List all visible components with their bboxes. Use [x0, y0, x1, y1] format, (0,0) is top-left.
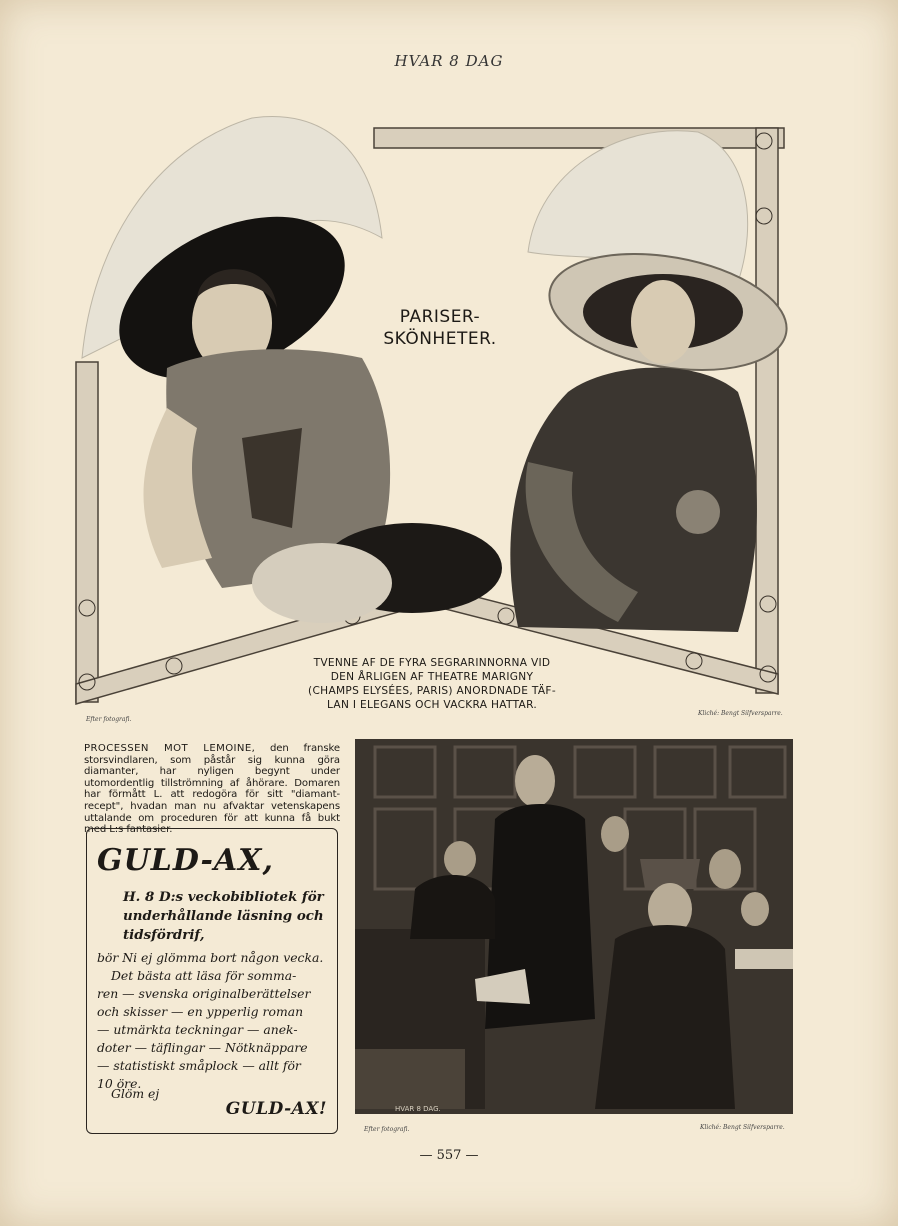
feature-title-line1: PARISER-: [399, 307, 481, 327]
ad-closing: GULD-AX!: [225, 1099, 327, 1119]
page-number: — 557 —: [419, 1148, 479, 1163]
feature-caption: [282, 656, 582, 712]
feature-credit-right: Kliché: Bengt Silfversparre.: [698, 710, 783, 717]
ad-title: GULD-AX,: [97, 843, 274, 878]
caption-line: LAN I ELEGANS OCH VACKRA HATTAR.: [326, 699, 538, 711]
ad-body-line: Det bästa att läsa för somma-: [111, 968, 297, 983]
feature-credit-left: Efter fotografi.: [86, 716, 132, 723]
running-head: HVAR 8 DAG: [394, 52, 504, 70]
photo-credit-right: Kliché: Bengt Silfversparre.: [700, 1124, 785, 1131]
ad-body-line: och skisser — en ypperlig roman: [97, 1004, 304, 1019]
ad-body-line: doter — täflingar — Nötknäppare: [97, 1040, 308, 1055]
feature-title-line2: SKÖNHETER.: [383, 329, 497, 349]
caption-line: TVENNE AF DE FYRA SEGRARINNORNA VID: [313, 657, 551, 669]
article-body: den franske storsvindlaren, som påstår sig kunna göra diamanter, har nyligen begynt under utomordentlig tillströmning af åhörare. Domaren har förmått L. att redogöra för sitt "diamant-recept", hvadan man nu afvaktar vetenskapens uttalande om proceduren för att kunna få bukt med L:s fantasier.: [84, 743, 340, 836]
portrait-left: [72, 108, 502, 638]
caption-line: DEN ÅRLIGEN AF THEATRE MARIGNY: [330, 671, 534, 683]
portrait-right: [498, 112, 798, 652]
photo-credit-left: Efter fotografi.: [364, 1126, 410, 1133]
ad-subtitle-line: underhållande läsning och: [123, 908, 324, 924]
ad-body: [97, 949, 327, 1093]
ad-body-line: ren — svenska originalberättelser: [97, 986, 311, 1001]
ad-body-line: 10 öre.: [97, 1076, 142, 1091]
ad-body-line: — statistiskt småplock — allt för: [97, 1058, 301, 1073]
article-lead: PROCESSEN MOT LEMOINE,: [84, 743, 256, 754]
ad-subtitle-line: H. 8 D:s veckobibliotek för: [123, 889, 324, 905]
ad-body-line: bör Ni ej glömma bort någon vecka.: [97, 950, 324, 965]
photo-watermark: HVAR 8 DAG.: [395, 1105, 441, 1113]
article-lemoine: [84, 743, 340, 836]
guld-ax-advertisement: [86, 828, 338, 1134]
ad-subtitle-line: tidsfördrif,: [123, 927, 205, 943]
feature-title: [360, 306, 520, 350]
caption-line: (CHAMPS ELYSÉES, PARIS) ANORDNADE TÄF-: [308, 685, 556, 697]
ad-subtitle: [97, 888, 327, 945]
ad-body-line: — utmärkta teckningar — anek-: [97, 1022, 298, 1037]
courtroom-photo: [355, 739, 793, 1114]
ad-closing-pre: Glöm ej: [111, 1086, 160, 1101]
